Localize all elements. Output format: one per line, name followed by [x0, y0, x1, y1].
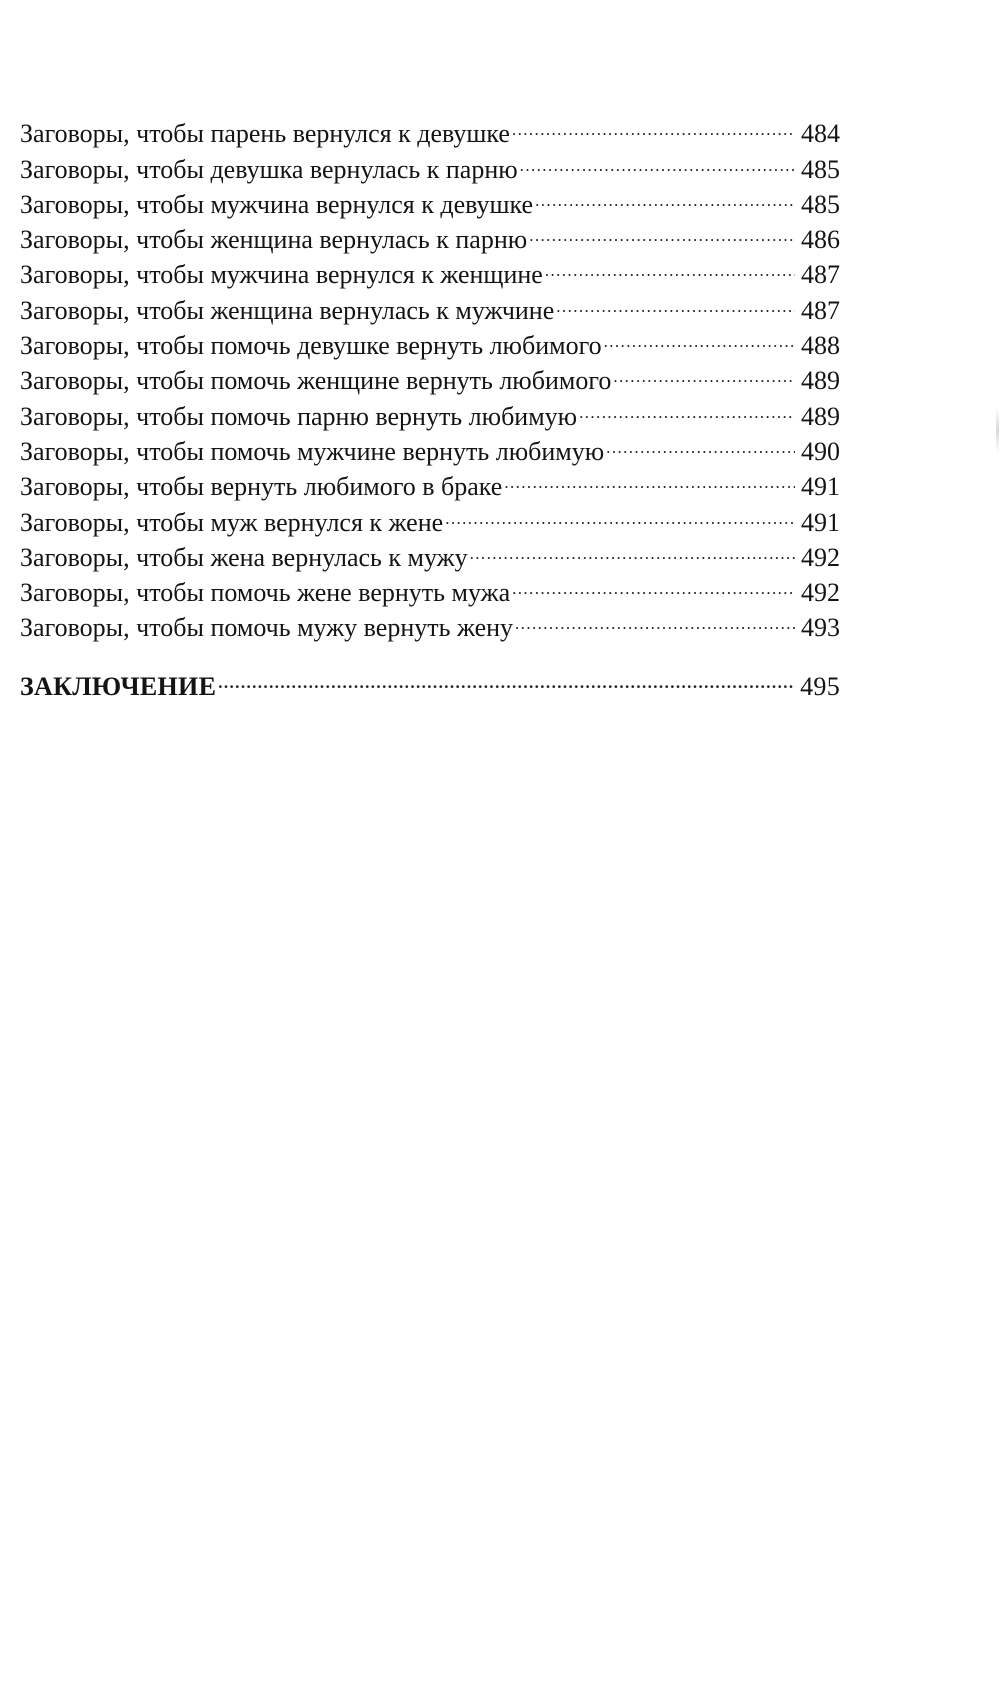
toc-entry — [20, 107, 840, 149]
toc-entry-page: 492 — [801, 542, 840, 572]
toc-conclusion-page: 495 — [800, 671, 840, 701]
toc-entry-page: 487 — [801, 295, 840, 325]
toc-entry-page: 488 — [801, 331, 840, 361]
toc-entry-title: Заговоры, чтобы девушка вернулась к парню — [20, 154, 518, 184]
toc-entry-title: Заговоры, чтобы женщина вернулась к парню — [20, 225, 528, 255]
toc-conclusion-title: ЗАКЛЮЧЕНИЕ — [20, 671, 217, 701]
toc-entry-title: Заговоры, чтобы помочь девушке вернуть любимого — [20, 331, 602, 361]
toc-entry-page: 484 — [801, 119, 840, 149]
toc-dot-leader — [218, 659, 794, 694]
toc-entry-list — [20, 107, 840, 643]
toc-entry-title: Заговоры, чтобы помочь мужу вернуть жену — [20, 613, 514, 643]
table-of-contents — [20, 107, 840, 701]
toc-entry-title: Заговоры, чтобы помочь жене вернуть мужа — [20, 578, 511, 608]
toc-dot-leader — [545, 248, 795, 283]
toc-dot-leader — [512, 566, 795, 601]
toc-dot-leader — [445, 495, 795, 530]
toc-entry-page: 485 — [801, 189, 840, 219]
toc-entry-title: Заговоры, чтобы женщина вернулась к мужчине — [20, 295, 555, 325]
toc-dot-leader — [504, 460, 795, 495]
toc-dot-leader — [529, 213, 795, 248]
scan-edge-mark — [996, 407, 999, 453]
toc-entry-page: 491 — [801, 472, 840, 502]
toc-entry-page: 485 — [801, 154, 840, 184]
toc-dot-leader — [604, 319, 795, 354]
toc-entry-title: Заговоры, чтобы вернуть любимого в браке — [20, 472, 503, 502]
toc-dot-leader — [515, 601, 795, 636]
toc-entry-page: 489 — [801, 401, 840, 431]
toc-entry-title: Заговоры, чтобы помочь мужчине вернуть любимую — [20, 436, 605, 466]
toc-dot-leader — [613, 354, 795, 389]
toc-entry-title: Заговоры, чтобы муж вернулся к жене — [20, 507, 444, 537]
toc-dot-leader — [520, 142, 795, 177]
toc-entry-title: Заговоры, чтобы жена вернулась к мужу — [20, 542, 468, 572]
toc-entry-page: 492 — [801, 578, 840, 608]
toc-dot-leader — [470, 531, 795, 566]
toc-entry-page: 489 — [801, 366, 840, 396]
toc-dot-leader — [579, 389, 795, 424]
toc-entry-title: Заговоры, чтобы мужчина вернулся к женщине — [20, 260, 543, 290]
toc-conclusion-entry — [20, 659, 840, 701]
toc-entry-title: Заговоры, чтобы помочь парню вернуть любимую — [20, 401, 578, 431]
toc-dot-leader — [556, 283, 795, 318]
toc-entry-page: 493 — [801, 613, 840, 643]
toc-dot-leader — [606, 425, 795, 460]
toc-dot-leader — [535, 178, 795, 213]
toc-entry-title: Заговоры, чтобы помочь женщине вернуть любимого — [20, 366, 612, 396]
toc-dot-leader — [512, 107, 795, 142]
toc-entry-title: Заговоры, чтобы парень вернулся к девушке — [20, 119, 510, 149]
toc-entry-page: 490 — [801, 436, 840, 466]
toc-entry-page: 487 — [801, 260, 840, 290]
toc-entry-page: 486 — [801, 225, 840, 255]
toc-entry-page: 491 — [801, 507, 840, 537]
toc-entry-title: Заговоры, чтобы мужчина вернулся к девушке — [20, 189, 534, 219]
